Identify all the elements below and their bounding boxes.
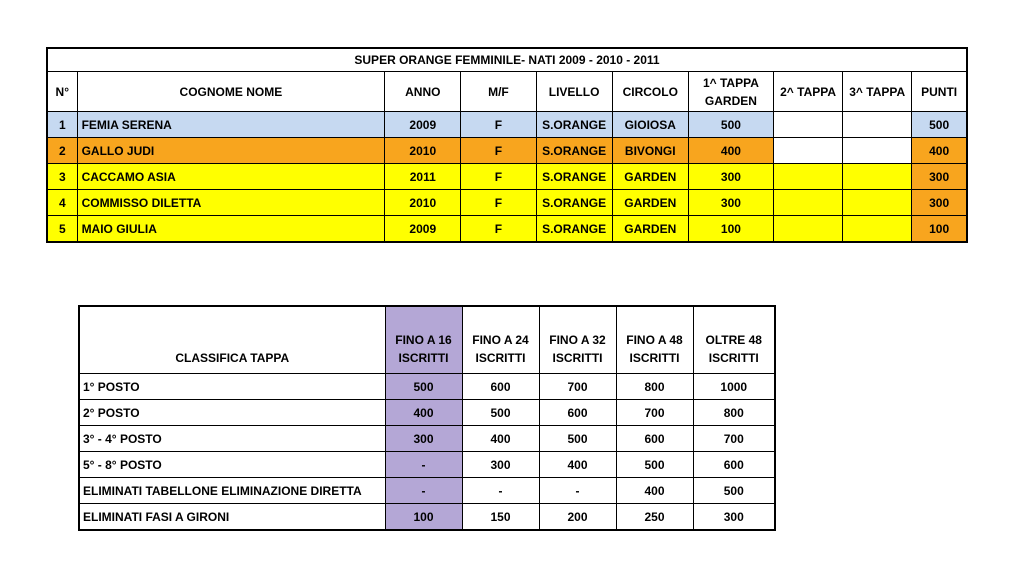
cell-stage1: 500 — [688, 112, 773, 138]
cell-stage2 — [774, 190, 843, 216]
header-level: LIVELLO — [536, 72, 612, 112]
cell-stage2 — [774, 138, 843, 164]
header-col-16 — [385, 306, 462, 374]
points-table — [78, 305, 776, 531]
cell-level: S.ORANGE — [536, 216, 612, 243]
cell-value: 400 — [616, 478, 693, 504]
cell-value: 400 — [539, 452, 616, 478]
cell-name: MAIO GIULIA — [77, 216, 385, 243]
cell-stage2 — [774, 164, 843, 190]
cell-value: 500 — [616, 452, 693, 478]
header-stage1-line1: 1^ TAPPA — [702, 75, 759, 90]
cell-value: - — [385, 452, 462, 478]
cell-value: 500 — [693, 478, 775, 504]
header-col-48 — [616, 306, 693, 374]
cell-stage1: 400 — [688, 138, 773, 164]
standings-title: SUPER ORANGE FEMMINILE- NATI 2009 - 2010 - 2011 — [47, 48, 967, 72]
cell-value: 700 — [539, 374, 616, 400]
header-col-line1: FINO A 32 — [549, 333, 606, 347]
cell-gender: F — [461, 138, 536, 164]
header-col-line1: FINO A 24 — [472, 333, 529, 347]
row-label: 5° - 8° POSTO — [79, 452, 385, 478]
cell-club: GIOIOSA — [612, 112, 688, 138]
row-label: 2° POSTO — [79, 400, 385, 426]
cell-points: 400 — [912, 138, 967, 164]
cell-stage2 — [774, 112, 843, 138]
cell-stage1: 300 — [688, 190, 773, 216]
header-col-24 — [462, 306, 539, 374]
cell-value: 100 — [385, 504, 462, 531]
cell-points: 300 — [912, 164, 967, 190]
cell-value: 800 — [693, 400, 775, 426]
cell-num: 3 — [47, 164, 77, 190]
cell-stage3 — [843, 164, 912, 190]
cell-year: 2010 — [385, 138, 461, 164]
cell-value: 400 — [385, 400, 462, 426]
header-name: COGNOME NOME — [77, 72, 385, 112]
cell-year: 2010 — [385, 190, 461, 216]
cell-level: S.ORANGE — [536, 112, 612, 138]
cell-level: S.ORANGE — [536, 164, 612, 190]
cell-value: 150 — [462, 504, 539, 531]
cell-club: GARDEN — [612, 164, 688, 190]
standings-title-row — [47, 48, 967, 72]
cell-name: GALLO JUDI — [77, 138, 385, 164]
table-row — [47, 216, 967, 243]
cell-points: 300 — [912, 190, 967, 216]
cell-value: - — [462, 478, 539, 504]
row-label: 3° - 4° POSTO — [79, 426, 385, 452]
cell-stage2 — [774, 216, 843, 243]
table-row — [47, 138, 967, 164]
cell-value: 500 — [385, 374, 462, 400]
table-row — [79, 374, 775, 400]
cell-num: 5 — [47, 216, 77, 243]
cell-value: - — [539, 478, 616, 504]
header-col-line2: ISCRITTI — [552, 351, 603, 365]
cell-value: 300 — [385, 426, 462, 452]
cell-club: GARDEN — [612, 216, 688, 243]
header-col-line1: FINO A 48 — [626, 333, 683, 347]
cell-points: 100 — [912, 216, 967, 243]
standings-header-row — [47, 72, 967, 112]
header-col-over48 — [693, 306, 775, 374]
header-num: N° — [47, 72, 77, 112]
header-col-line2: ISCRITTI — [398, 351, 449, 365]
table-row — [47, 190, 967, 216]
header-col-line1: FINO A 16 — [395, 333, 452, 347]
row-label: ELIMINATI FASI A GIRONI — [79, 504, 385, 531]
cell-club: BIVONGI — [612, 138, 688, 164]
cell-num: 1 — [47, 112, 77, 138]
cell-year: 2009 — [385, 112, 461, 138]
header-col-line2: ISCRITTI — [475, 351, 526, 365]
header-stage1-line2: GARDEN — [704, 93, 757, 108]
cell-value: 300 — [462, 452, 539, 478]
cell-value: 200 — [539, 504, 616, 531]
cell-stage3 — [843, 138, 912, 164]
cell-value: 1000 — [693, 374, 775, 400]
cell-value: 300 — [693, 504, 775, 531]
cell-value: 700 — [693, 426, 775, 452]
cell-value: 800 — [616, 374, 693, 400]
cell-stage1: 300 — [688, 164, 773, 190]
header-classifica: CLASSIFICA TAPPA — [79, 306, 385, 374]
header-gender: M/F — [461, 72, 536, 112]
cell-level: S.ORANGE — [536, 190, 612, 216]
cell-value: - — [385, 478, 462, 504]
header-col-line2: ISCRITTI — [708, 351, 759, 365]
cell-value: 600 — [462, 374, 539, 400]
cell-stage1: 100 — [688, 216, 773, 243]
cell-club: GARDEN — [612, 190, 688, 216]
cell-value: 400 — [462, 426, 539, 452]
row-label: ELIMINATI TABELLONE ELIMINAZIONE DIRETTA — [79, 478, 385, 504]
table-row — [79, 426, 775, 452]
cell-num: 4 — [47, 190, 77, 216]
header-col-line2: ISCRITTI — [629, 351, 680, 365]
header-stage3: 3^ TAPPA — [843, 72, 912, 112]
cell-gender: F — [461, 164, 536, 190]
cell-stage3 — [843, 112, 912, 138]
cell-gender: F — [461, 112, 536, 138]
header-points: PUNTI — [912, 72, 967, 112]
cell-value: 600 — [539, 400, 616, 426]
table-row — [79, 478, 775, 504]
table-row — [47, 164, 967, 190]
cell-name: CACCAMO ASIA — [77, 164, 385, 190]
header-stage2: 2^ TAPPA — [774, 72, 843, 112]
table-row — [79, 504, 775, 531]
cell-year: 2009 — [385, 216, 461, 243]
cell-num: 2 — [47, 138, 77, 164]
cell-gender: F — [461, 190, 536, 216]
cell-stage3 — [843, 190, 912, 216]
cell-gender: F — [461, 216, 536, 243]
points-header-row — [79, 306, 775, 374]
header-col-line1: OLTRE 48 — [705, 333, 762, 347]
cell-value: 600 — [616, 426, 693, 452]
cell-name: FEMIA SERENA — [77, 112, 385, 138]
row-label: 1° POSTO — [79, 374, 385, 400]
cell-points: 500 — [912, 112, 967, 138]
cell-name: COMMISSO DILETTA — [77, 190, 385, 216]
cell-value: 600 — [693, 452, 775, 478]
cell-value: 500 — [462, 400, 539, 426]
header-col-32 — [539, 306, 616, 374]
cell-value: 250 — [616, 504, 693, 531]
table-row — [79, 400, 775, 426]
header-year: ANNO — [385, 72, 461, 112]
table-row — [79, 452, 775, 478]
cell-value: 700 — [616, 400, 693, 426]
cell-value: 500 — [539, 426, 616, 452]
cell-year: 2011 — [385, 164, 461, 190]
header-stage1 — [688, 72, 773, 112]
cell-stage3 — [843, 216, 912, 243]
table-row — [47, 112, 967, 138]
standings-table — [46, 47, 968, 243]
cell-level: S.ORANGE — [536, 138, 612, 164]
header-club: CIRCOLO — [612, 72, 688, 112]
